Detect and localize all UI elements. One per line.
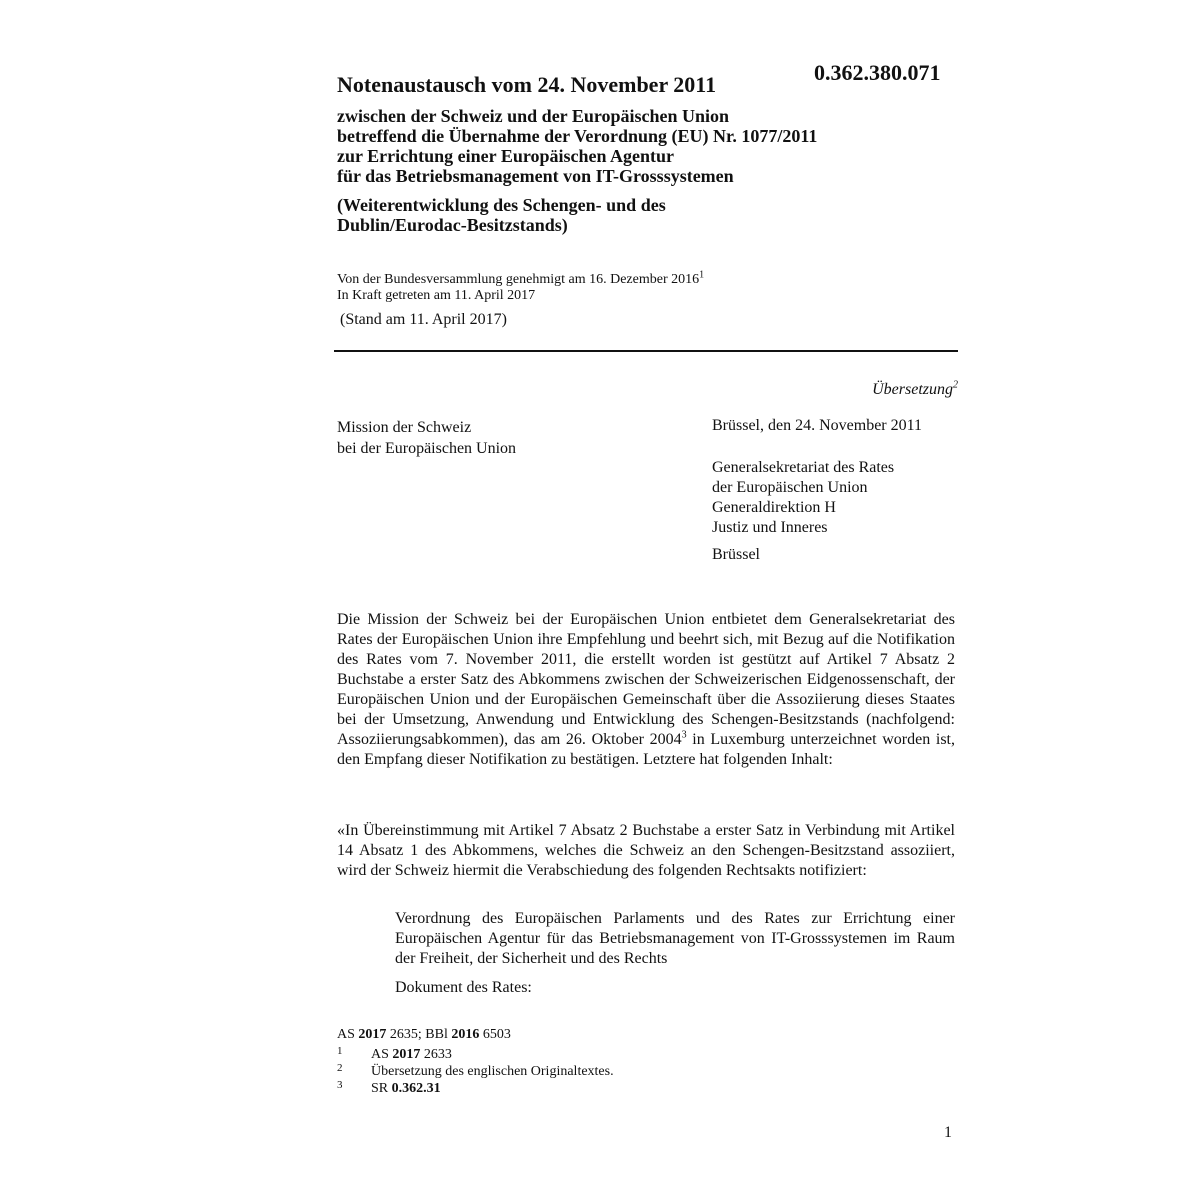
sender-block [337,417,516,459]
document-subtitle [337,106,957,186]
recipient-block [712,458,894,538]
body-paragraph-2: «In Übereinstimmung mit Artikel 7 Absatz 2 Buchstabe a erster Satz in Verbindung mit Artikel 14 Absatz 1 des Abkommens, welches die Schweiz an den Schengen-Besitzstand assoziiert, wird der Schweiz hiermit die Verabschiedung des folgenden Rechtsakts notifiziert: [337,822,955,879]
page-number: 1 [944,1124,952,1141]
recipient-line: Generalsekretariat des Rates [712,459,895,476]
header-divider [334,350,958,352]
footnote-number: 3 [337,1079,343,1091]
recipient-line: der Europäischen Union [712,479,868,496]
indented-council-document: Dokument des Rates: [395,979,532,996]
subtitle-line: zur Errichtung einer Europäischen Agentur [337,146,675,166]
footnote-text: SR 0.362.31 [371,1081,441,1096]
footnote-number: 1 [337,1045,343,1057]
document-title: Notenaustausch vom 24. November 2011 [337,72,717,97]
footnote-ref-1[interactable]: 1 [699,269,705,281]
subtitle-line: betreffend die Übernahme der Verordnung (EU) Nr. 1077/2011 [337,126,818,146]
recipient-line: Generaldirektion H [712,499,836,516]
status-date: (Stand am 11. April 2017) [340,311,507,328]
footnote-text: Übersetzung des englischen Originaltextes. [371,1064,614,1079]
sender-line: Mission der Schweiz [337,419,472,436]
subtitle-line: für das Betriebsmanagement von IT-Grosssystemen [337,166,734,186]
recipient-line: Justiz und Inneres [712,519,828,536]
document-subtitle-parenthetical [337,195,957,235]
approval-line: Von der Bundesversammlung genehmigt am 16. Dezember 2016$^1$ [337,269,705,287]
recipient-city: Brüssel [712,546,760,563]
publication-reference: AS 2017 2635; BBl 2016 6503 [337,1027,511,1042]
footnote-ref-2[interactable]: 2 [953,379,958,391]
translation-label: Übersetzung$^2$ [872,379,958,398]
letter-date: Brüssel, den 24. November 2011 [712,417,923,434]
approval-info [337,269,705,304]
subtitle-line: (Weiterentwicklung des Schengen- und des [337,195,666,215]
footnote-text: AS 2017 2633 [371,1047,452,1062]
footnote-ref-3[interactable]: 3 [681,729,687,741]
indented-regulation-title: Verordnung des Europäischen Parlaments und des Rates zur Errichtung einer Europäischen Agentur für das Betriebsmanagement von IT-Grosssystemen im Raum der Freiheit, der Sicherheit und des Rechts [395,910,955,967]
sr-number: 0.362.380.071 [814,60,941,85]
body-paragraph-1: Die Mission der Schweiz bei der Europäischen Union entbietet dem Generalsekretariat des Rates der Europäischen Union ihre Empfehlung und beehrt sich, mit Bezug auf die Notifikation des Rates vom 7. November 2011, die erstellt worden ist gestützt auf Artikel 7 Absatz 2 Buchstabe a erster Satz des Abkommens zwischen der Schweizerischen Eidgenossenschaft, der Europäischen Union und der Europäischen Gemeinschaft über die Assoziierung dieses Staates bei der Umsetzung, Anwendung und Entwicklung des Schengen-Besitzstands (nachfolgend: Assoziierungsabkommen), das am 26. Oktober 2004$^3$ in Luxemburg unterzeichnet worden ist, den Empfang dieser Notifikation zu bestätigen. Letztere hat folgenden Inhalt: [337,611,955,768]
footnote-number: 2 [337,1062,343,1074]
sender-line: bei der Europäischen Union [337,440,517,457]
subtitle-line: Dublin/Eurodac-Besitzstands) [337,215,568,235]
in-force-line: In Kraft getreten am 11. April 2017 [337,288,536,303]
subtitle-line: zwischen der Schweiz und der Europäischen Union [337,106,730,126]
